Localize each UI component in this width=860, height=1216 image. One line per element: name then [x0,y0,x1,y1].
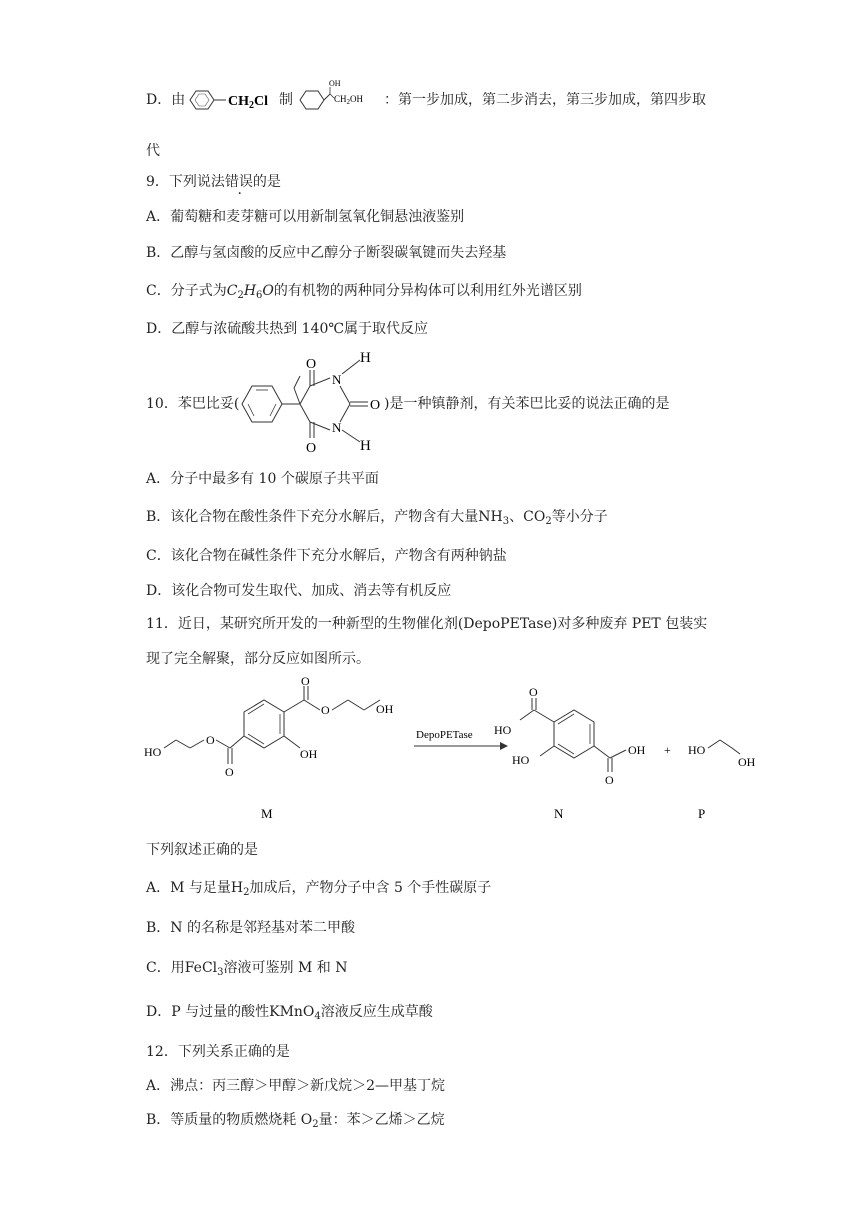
q12-b-sub: 2 [312,1119,319,1130]
q11-d-k: KMnO [269,1004,315,1020]
ch2cl-tail: Cl [254,94,268,109]
m-oh-right: OH [376,702,394,716]
q9-c-sub2: 6 [256,290,263,301]
m-o-ester-right: O [321,703,330,717]
ch2oh-ch: CH [334,94,347,104]
svg-text:CH2OH [334,94,364,106]
q9-option-d: D．乙醇与浓硫酸共热到 140℃属于取代反应 [146,321,429,337]
q10-option-d: D．该化合物可发生取代、加成、消去等有机反应 [146,583,452,599]
q9-stem-emphasis: 错误 [224,174,253,190]
n-ho-top: HO [494,723,512,737]
n-o-bottom: O [605,773,614,787]
q11-a-h-sub: 2 [243,887,250,898]
q11-option-c [146,958,347,983]
ch2oh-sub: 2 [346,98,351,106]
q10-option-c: C．该化合物在碱性条件下充分水解后，产物含有两种钠盐 [146,548,507,564]
q12-option-b [146,1110,445,1135]
q11-d-k-sub: 4 [314,1011,321,1022]
q9-c-b: 的有机物的两种同分异构体可以利用红外光谱区别 [273,283,582,299]
q11-stem-line2: 现了完全解聚，部分反应如图所示。 [146,651,370,667]
q9-option-c [146,281,582,306]
phenobarbital-structure [234,346,384,454]
q8-d-prefix: D．由 [146,92,186,108]
phenobarbital-n-top: N [332,372,342,387]
q12-option-a: A．沸点：丙三醇＞甲醇＞新戊烷＞2—甲基丁烷 [146,1078,446,1094]
q10-b-nh-sub: 3 [502,516,510,527]
q11-option-a [146,878,491,903]
m-o-ester-left: O [206,733,215,747]
q8-d-mid: 制 [279,92,293,108]
q9-c-sub1: 2 [237,290,244,301]
n-o-top: O [529,685,538,699]
q11-d-b: 溶液反应生成草酸 [320,1004,433,1020]
m-o-bottom: O [225,765,234,779]
q11-a-h: H [230,880,244,896]
phenobarbital-h-top: H [360,350,371,366]
phenobarbital-o-top: O [306,357,317,372]
q9-c-formula-o: O [262,283,274,299]
ch2cl-ch: CH [228,94,249,109]
cyclohexyl-oh: OH [329,79,341,88]
q8-d-rest-text: ：第一步加成，第二步消去，第三步加成，第四步取 [384,92,706,108]
molecule-n [494,685,646,821]
q10-b-sep: 、 [509,509,524,525]
reaction-scheme [140,676,760,826]
q11-prompt: 下列叙述正确的是 [146,842,258,858]
q9-option-a: A．葡萄糖和麦芽糖可以用新制氢氧化铜悬浊液鉴别 [146,209,465,225]
q12-b-a: B．等质量的物质燃烧耗 O [146,1112,313,1128]
q10-b-a: B．该化合物在酸性条件下充分水解后，产物含有大量 [146,509,479,525]
q11-stem-line1: 11．近日，某研究所开发的一种新型的生物催化剂(DepoPETase)对多种废弃 PET 包装实 [146,616,708,632]
q12-stem: 12．下列关系正确的是 [146,1044,290,1060]
plus-sign: + [664,743,671,757]
cyclohexylmethanol-structure [296,78,382,114]
p-oh: OH [738,755,756,769]
m-o-top: O [301,676,310,688]
label-m: M [261,806,273,821]
q8-d-wrap: 代 [146,143,160,159]
q10-stem-a: 10．苯巴比妥( [146,396,240,412]
q11-option-b: B．N 的名称是邻羟基对苯二甲酸 [146,920,355,936]
q10-b-co-sub: 2 [545,516,552,527]
q11-c-fe: FeCl [184,960,218,976]
q10-b-nh: NH [478,509,503,525]
q9-stem-a: 9．下列说法 [146,174,225,190]
svg-text:CH2Cl [228,94,268,111]
q10-option-b [146,507,608,532]
q10-option-a: A．分子中最多有 10 个碳原子共平面 [146,471,379,487]
phenobarbital-o-right: O [370,398,381,413]
n-ho-ring: HO [512,753,530,767]
phenobarbital-n-bottom: N [332,420,342,435]
q9-stem-b: 的是 [252,174,281,190]
catalyst-label: DepoPETase [416,729,473,741]
q10-stem-b: )是一种镇静剂，有关苯巴比妥的说法正确的是 [384,396,670,412]
p-ho: HO [688,743,706,757]
benzyl-chloride-structure [186,86,278,114]
phenobarbital-o-bottom: O [306,441,317,454]
ch2cl-sub: 2 [249,100,254,111]
q9-stem [146,172,281,192]
molecule-m [144,676,394,821]
q11-a-a: A．M 与足量 [146,880,231,896]
q11-option-d [146,1002,433,1027]
label-n: N [554,806,564,821]
q11-d-a: D．P 与过量的酸性 [146,1004,270,1020]
m-ho-left: HO [144,745,162,759]
label-p: P [698,806,706,821]
phenobarbital-h-bottom: H [360,438,371,454]
q9-c-a: C．分子式为 [146,283,227,299]
q9-option-b: B．乙醇与氢卤酸的反应中乙醇分子断裂碳氧键而失去羟基 [146,245,507,261]
n-oh-right: OH [628,743,646,757]
m-oh-ring: OH [300,747,318,761]
ch2oh-tail: OH [350,94,364,104]
molecule-p [688,740,756,821]
q9-c-formula-c: C [226,283,238,299]
q9-c-formula-h: H [243,283,257,299]
q8-option-d [146,90,185,110]
q10-b-b: 等小分子 [551,509,608,525]
q11-c-fe-sub: 3 [217,967,224,978]
q8-d-rest [384,90,706,110]
q11-c-a: C．用 [146,960,185,976]
q10-b-co: CO [523,509,546,525]
q11-a-b: 加成后，产物分子中含 5 个手性碳原子 [249,880,492,896]
q12-b-b: 量：苯＞乙烯＞乙烷 [318,1112,445,1128]
q11-c-b: 溶液可鉴别 M 和 N [223,960,348,976]
